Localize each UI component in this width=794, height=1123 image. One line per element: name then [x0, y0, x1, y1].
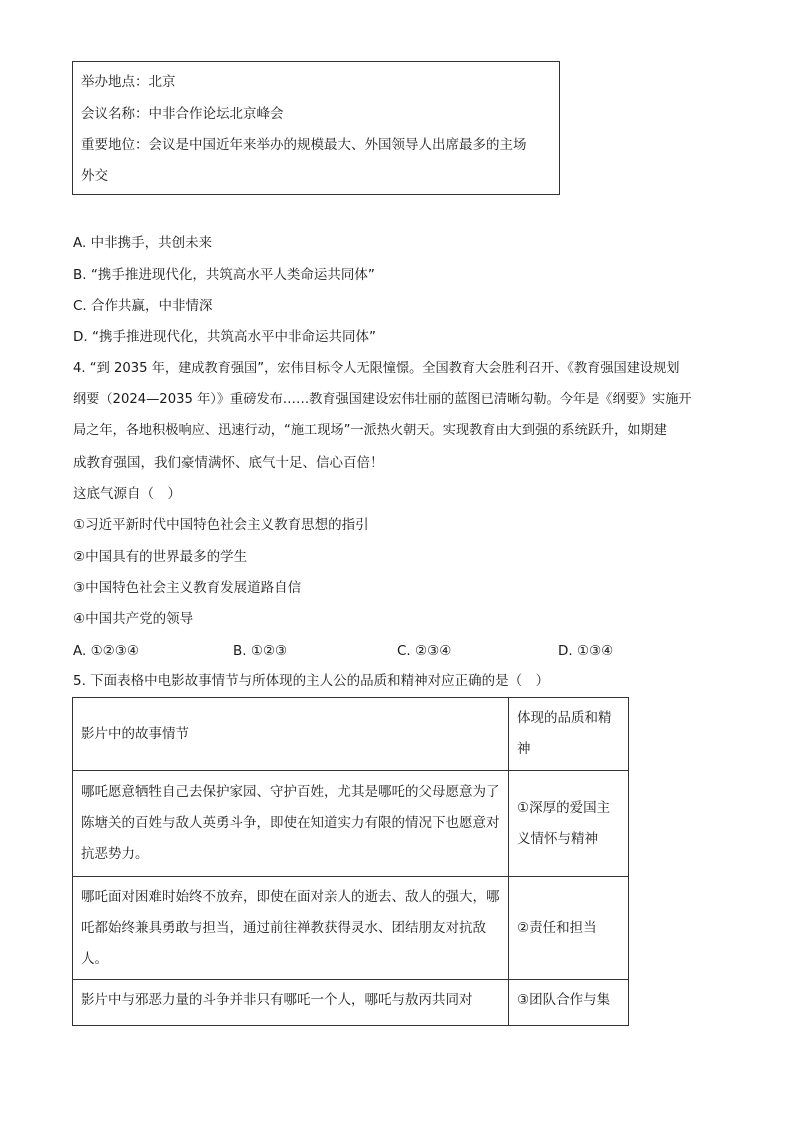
table-row	[73, 877, 629, 980]
q4-item-1: ①习近平新时代中国特色社会主义教育思想的指引	[73, 517, 369, 533]
q4-stem-line4: 成教育强国，我们豪情满怀、底气十足、信心百倍！	[73, 455, 384, 471]
q3-option-d: D. “携手推进现代化，共筑高水平中非命运共同体”	[73, 329, 376, 345]
q3-option-a: A. 中非携手，共创未来	[73, 235, 213, 251]
q3-option-c: C. 合作共赢，中非情深	[73, 298, 213, 314]
q4-stem-line3: 局之年，各地积极响应、迅速行动，“施工现场”一派热火朝天。实现教育由大到强的系统跃升，如期建	[73, 423, 667, 438]
q4-item-2: ②中国具有的世界最多的学生	[73, 549, 248, 565]
q4-item-3: ③中国特色社会主义教育发展道路自信	[73, 580, 302, 596]
q4-option-a: A. ①②③④	[73, 643, 139, 659]
info-line-venue: 举办地点：北京	[81, 74, 176, 90]
table-row	[73, 980, 629, 1026]
info-line-importance-cont: 外交	[81, 168, 108, 184]
q4-option-c: C. ②③④	[397, 643, 452, 659]
story-table	[72, 697, 629, 1026]
q4-option-b: B. ①②③	[233, 643, 288, 659]
q4-stem-line2: 纲要（2024—2035 年）》重磅发布……教育强国建设宏伟壮丽的蓝图已清晰勾勒。今年是《纲要》实施开	[73, 392, 692, 407]
q4-item-4: ④中国共产党的领导	[73, 611, 194, 627]
row3-story: 影片中与邪恶力量的斗争并非只有哪吒一个人，哪吒与敖丙共同对	[73, 980, 509, 1026]
row1-quality: ①深厚的爱国主义情怀与精神	[509, 771, 629, 877]
q3-option-b: B. “携手推进现代化，共筑高水平人类命运共同体”	[73, 267, 375, 283]
row2-story: 哪吒面对困难时始终不放弃，即使在面对亲人的逝去、敌人的强大，哪吒都始终兼具勇敢与担当，通过前往禅教获得灵水、团结朋友对抗敌人。	[73, 877, 509, 980]
row2-quality: ②责任和担当	[509, 877, 629, 980]
header-story: 影片中的故事情节	[73, 698, 509, 771]
row1-story: 哪吒愿意牺牲自己去保护家园、守护百姓，尤其是哪吒的父母愿意为了陈塘关的百姓与敌人英勇斗争，即使在知道实力有限的情况下也愿意对抗恶势力。	[73, 771, 509, 877]
info-line-meeting-name: 会议名称：中非合作论坛北京峰会	[81, 106, 284, 122]
table-row	[73, 771, 629, 877]
q4-question: 这底气源自（ ）	[73, 486, 181, 502]
q4-stem-line1: 4. “到 2035 年，建成教育强国”，宏伟目标令人无限憧憬。全国教育大会胜利召开、《教育强国建设规划	[73, 361, 680, 376]
q5-stem: 5. 下面表格中电影故事情节与所体现的主人公的品质和精神对应正确的是（ ）	[73, 673, 550, 689]
info-box	[72, 61, 560, 195]
table-header-row	[73, 698, 629, 771]
q4-option-d: D. ①③④	[558, 643, 614, 659]
info-line-importance: 重要地位：会议是中国近年来举办的规模最大、外国领导人出席最多的主场	[81, 137, 527, 153]
header-quality: 体现的品质和精神	[509, 698, 629, 771]
row3-quality: ③团队合作与集	[509, 980, 629, 1026]
